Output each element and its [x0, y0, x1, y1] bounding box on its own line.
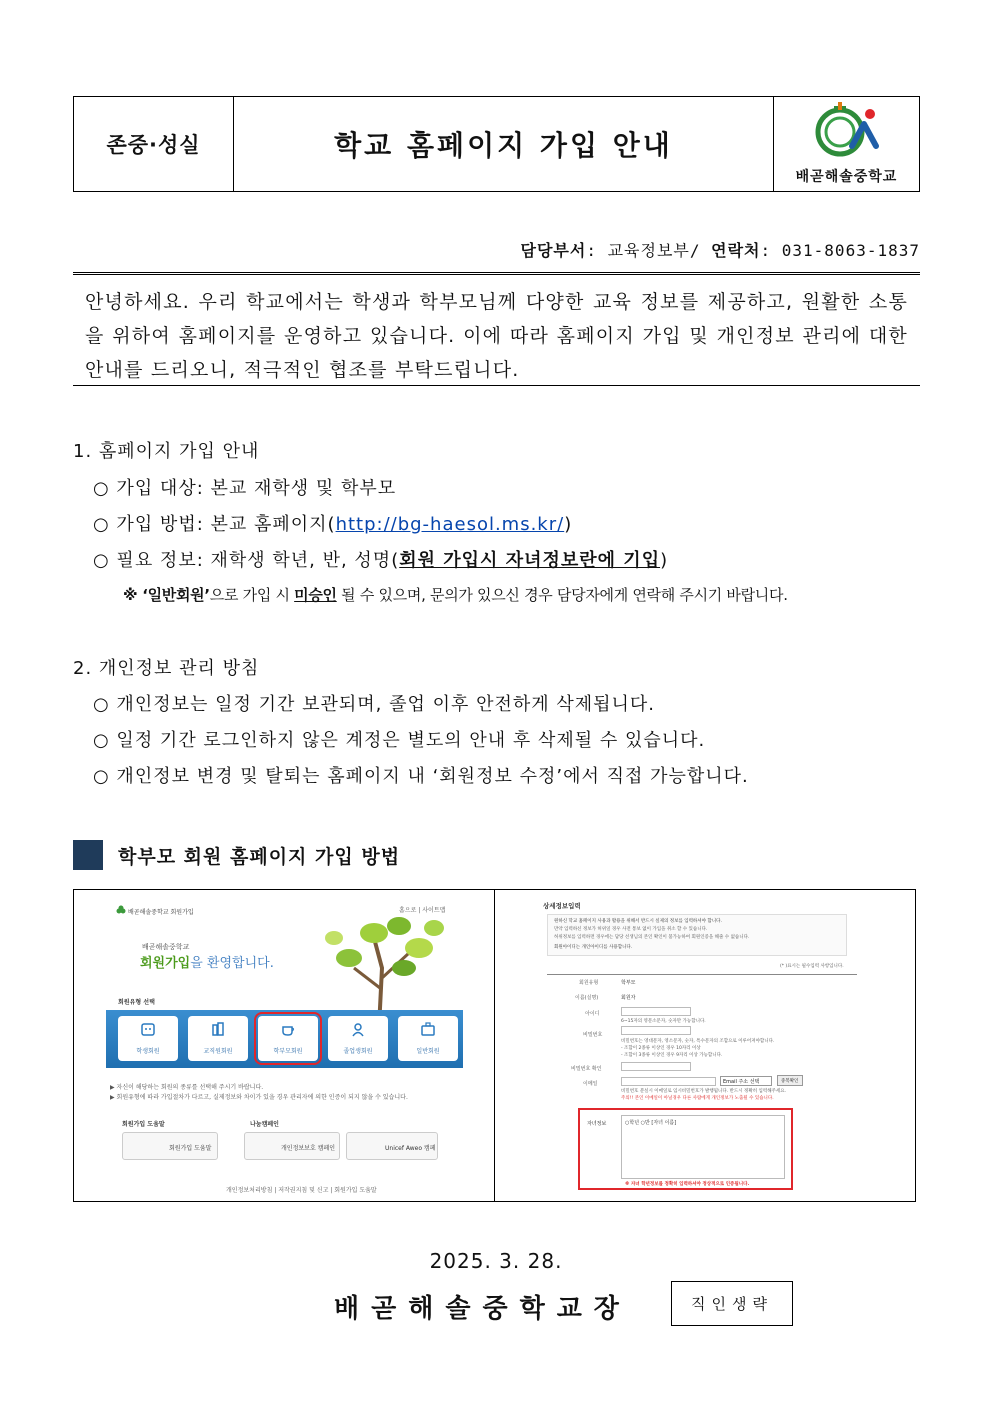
child-info-textarea[interactable] [621, 1115, 785, 1179]
guide-heading [73, 840, 400, 870]
principal-signature: 배곧해솔중학교장 [334, 1294, 631, 1324]
type-label: 일반회원 [416, 1048, 440, 1055]
type-label: 교직원회원 [203, 1048, 233, 1055]
welcome-a: 회원가입 [140, 956, 191, 971]
info-prefix: ○ 필요 정보: 재학생 학년, 반, 성명( [93, 550, 400, 571]
document-date: 2025. 3. 28. [429, 1249, 563, 1273]
info-suffix: ) [660, 550, 669, 571]
required-note: (* )표시는 필수입력 사항입니다. [780, 964, 844, 969]
share2-label: Unicef Aweo 캠페 [385, 1145, 436, 1152]
help-button[interactable] [122, 1132, 218, 1160]
notice-2: 만약 입력하신 정보가 허위일 경우 사전 통보 없이 가입을 취소 할 수 있습니다. [554, 927, 708, 932]
note-mid: 으로 가입 시 [209, 586, 295, 604]
child-info-placeholder: ○학년 ○반 [자녀 이름] [625, 1120, 677, 1126]
dept-value: : 교육정보부/ [586, 241, 712, 260]
shot-info-1: ▶ 자신이 해당하는 회원의 종류를 선택해 주시기 바랍니다. [110, 1084, 264, 1091]
section1-heading: 1. 홈페이지 가입 안내 [73, 441, 260, 462]
shot-school: 배곧해솔중학교 [142, 943, 190, 951]
building-icon [210, 1021, 226, 1037]
row-label-id: 아이디 [585, 1011, 600, 1017]
row-label-email: 이메일 [583, 1081, 598, 1087]
share-title: 나눔캠페인 [250, 1121, 279, 1128]
cup-icon [280, 1021, 296, 1037]
email-select-label: Email 주소 선택 [723, 1079, 760, 1085]
notice-1: 원하신 학교 홈페이지 사용과 활용을 위해서 반드시 실제의 정보를 입력하셔야 합니다. [554, 919, 722, 924]
form-divider [547, 974, 857, 975]
share-button-unicef[interactable] [346, 1132, 438, 1160]
id-input[interactable] [621, 1007, 691, 1016]
detail-form-screenshot [495, 890, 915, 1201]
type-alumni-button[interactable] [328, 1016, 388, 1061]
email-hint-1: 비밀번호 분실시 이메일로 임시비밀번호가 발행됩니다. 반드시 정확히 입력해주세요. [621, 1089, 787, 1094]
section1-bullet-method [93, 510, 572, 536]
row-label-password: 비밀번호 [583, 1032, 603, 1038]
shot-info-2: ▶ 회원유형에 따라 가입절차가 다르고, 실제정보와 차이가 있을 경우 관리자에 의한 인증이 되지 않을 수 있습니다. [110, 1094, 408, 1101]
logo-school-name: 배곧해솔중학교 [795, 169, 898, 185]
school-motto: 존중·성실 [74, 97, 234, 191]
password-hint-3: - 조합이 3종류 이상인 경우 9자리 이상 가능합니다. [621, 1053, 723, 1058]
email-domain-select[interactable] [720, 1076, 772, 1086]
section2-bullet-2: ○ 일정 기간 로그인하지 않은 계정은 별도의 안내 후 삭제될 수 있습니다. [93, 730, 706, 751]
password-hint-1: 비밀번호는 영대문자, 영소문자, 숫자, 특수문자의 조합으로 이루어져야합니다. [621, 1039, 775, 1044]
general-member-note [123, 584, 788, 605]
intro-paragraph: 안녕하세요. 우리 학교에서는 학생과 학부모님께 다양한 교육 정보를 제공하고, 원활한 소통을 위하여 홈페이지를 운영하고 있습니다. 이에 따라 홈페이지 가입 및 개인정보 관리에 대한 안내를 드리오니, 적극적인 협조를 부탁드립니다. [73, 272, 920, 386]
phone-label: 연락처 [711, 241, 761, 260]
document-title: 학교 홈페이지 가입 안내 [234, 97, 774, 191]
graduate-icon [350, 1021, 366, 1037]
password-hint-2: - 조합이 2종류 이상인 경우 10자리 이상 [621, 1046, 701, 1051]
note-general: ‘일반회원’ [142, 586, 210, 604]
school-logo [774, 97, 919, 191]
shot-brand: 배곧해솔중학교 회원가입 [128, 909, 194, 916]
document-header [73, 96, 920, 192]
help-button-label: 회원가입 도움말 [169, 1145, 212, 1152]
type-student-button[interactable] [118, 1016, 178, 1061]
method-prefix: ○ 가입 방법: 본교 홈페이지( [93, 514, 336, 535]
welcome-b: 을 환영합니다. [190, 956, 274, 971]
member-type-screenshot [74, 890, 495, 1201]
note-mark: ※ [123, 586, 143, 604]
shot-toplinks[interactable]: 홈으로 | 사이트맵 [399, 907, 446, 914]
type-label: 학부모회원 [273, 1048, 303, 1055]
type-label: 졸업생회원 [343, 1048, 373, 1055]
email-id-input[interactable] [621, 1077, 716, 1086]
form-notice-box [547, 914, 847, 956]
email-hint-2: 주의!! 본인 이메일이 아닐경우 다른 사람에게 개인정보가 노출될 수 있습니다. [621, 1096, 774, 1101]
value-name: 회원자 [621, 995, 636, 1001]
form-title: 상세정보입력 [543, 902, 581, 910]
contact-line [520, 238, 920, 261]
method-suffix: ) [564, 514, 573, 535]
section2-bullet-3: ○ 개인정보 변경 및 탈퇴는 홈페이지 내 ‘회원정보 수정’에서 직접 가능합니다. [93, 766, 749, 787]
row-label-password-confirm: 비밀번호 확인 [571, 1066, 602, 1072]
school-emblem-icon [812, 102, 882, 164]
row-label-name: 이름(실명) [575, 995, 599, 1001]
section1-bullet-target: ○ 가입 대상: 본교 재학생 및 학부모 [93, 478, 397, 499]
section2-heading: 2. 개인정보 관리 방침 [73, 658, 260, 679]
type-general-button[interactable] [398, 1016, 458, 1061]
email-check-button[interactable] [777, 1075, 803, 1086]
row-label-type: 회원유형 [579, 980, 599, 986]
homepage-link[interactable]: http://bg-haesol.ms.kr/ [335, 514, 565, 535]
member-type-buttons [118, 1016, 458, 1061]
shot-section-title: 회원유형 선택 [118, 999, 155, 1006]
notice-3: 허위정보를 입력하면 경우에는 담당 선생님의 본인 확인이 불가능하여 회원인증을 해줄 수 없습니다. [554, 935, 750, 940]
notice-4: 회원아이디는 개인아이디를 사용합니다. [554, 945, 633, 950]
clover-icon [116, 905, 126, 915]
password-input[interactable] [621, 1026, 691, 1035]
child-info-warning: ※ 자녀 학년정보를 정확히 입력하셔야 정상적으로 인증됩니다. [625, 1182, 750, 1187]
email-check-label: 중복확인 [781, 1079, 799, 1084]
dept-label: 담당부서 [520, 241, 587, 260]
shot-footer: 개인정보처리방침 | 저작권지침 및 신고 | 회원가입 도움말 [226, 1187, 377, 1194]
share-button-privacy[interactable] [244, 1132, 340, 1160]
note-unapproved: 미승인 [294, 586, 337, 604]
signup-screenshots [73, 889, 916, 1202]
share1-label: 개인정보보호 캠페인 [281, 1145, 336, 1152]
type-parent-button[interactable] [258, 1016, 318, 1061]
id-hint: 6~15자의 영문소문자, 숫자만 가능합니다. [621, 1019, 706, 1024]
info-underlined: 회원 가입시 자녀정보란에 기입 [399, 550, 661, 571]
phone-value: : 031-8063-1837 [760, 241, 920, 260]
value-type: 학부모 [621, 980, 636, 986]
heading-square-icon [73, 840, 103, 870]
help-title: 회원가입 도움말 [122, 1121, 165, 1128]
type-label: 학생회원 [136, 1048, 160, 1055]
section1-bullet-info [93, 546, 668, 572]
seal-omitted-box: 직인생략 [671, 1281, 793, 1326]
type-staff-button[interactable] [188, 1016, 248, 1061]
shot-welcome [140, 952, 274, 971]
note-post: 될 수 있으며, 문의가 있으신 경우 담당자에게 연락해 주시기 바랍니다. [336, 586, 788, 604]
section2-bullet-1: ○ 개인정보는 일정 기간 보관되며, 졸업 이후 안전하게 삭제됩니다. [93, 694, 656, 715]
briefcase-icon [420, 1021, 436, 1037]
guide-heading-text: 학부모 회원 홈페이지 가입 방법 [118, 845, 401, 868]
password-confirm-input[interactable] [621, 1062, 691, 1071]
row-label-child: 자녀정보 [587, 1121, 607, 1127]
student-icon [140, 1021, 156, 1037]
